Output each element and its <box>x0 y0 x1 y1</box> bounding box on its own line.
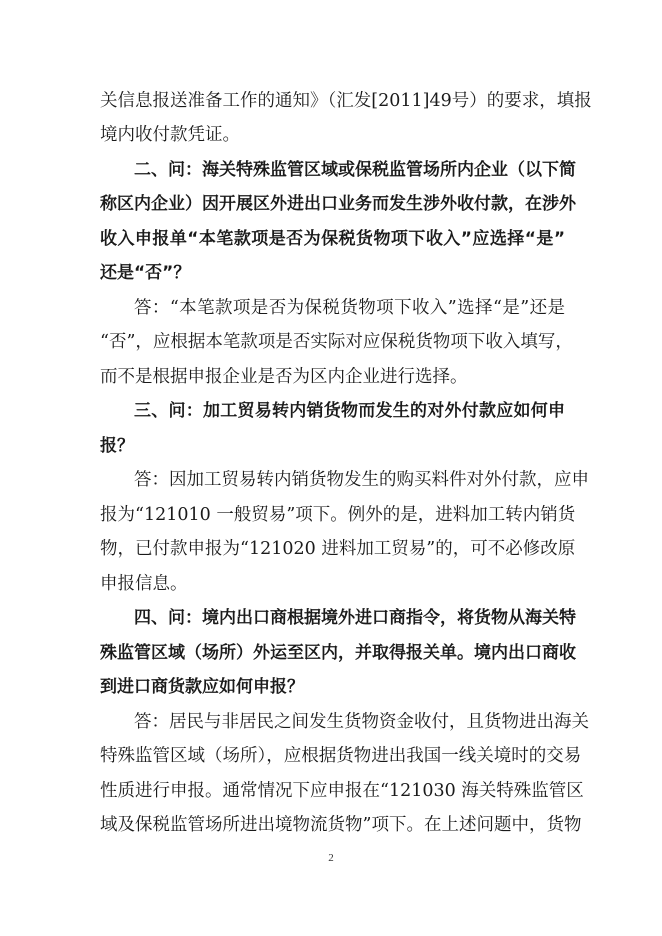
answer-line: 特殊监管区域（场所），应根据货物进出我国一线关境时的交易 <box>100 746 582 766</box>
question-heading-line: 二、问：海关特殊监管区域或保税监管场所内企业（以下简 <box>134 160 576 180</box>
answer-line: 申报信息。 <box>100 574 188 594</box>
answer-line: 物，已付款申报为“121020 进料加工贸易”的，可不必修改原 <box>100 539 576 559</box>
answer-line: “否”，应根据本笔款项是否实际对应保税货物项下收入填写， <box>100 332 573 352</box>
question-heading-line: 四、问：境内出口商根据境外进口商指令，将货物从海关特 <box>134 608 576 628</box>
answer-line: 报为“121010 一般贸易”项下。例外的是，进料加工转内销货 <box>100 505 576 525</box>
question-heading-line: 收入申报单“本笔款项是否为保税货物项下收入”应选择“是” <box>100 229 565 249</box>
answer-line: 而不是根据申报企业是否为区内企业进行选择。 <box>100 367 468 387</box>
answer-line: 答：因加工贸易转内销货物发生的购买料件对外付款，应申 <box>134 470 589 490</box>
answer-line: 性质进行申报。通常情况下应申报在“121030 海关特殊监管区 <box>100 781 584 801</box>
question-heading-line: 报？ <box>100 436 134 456</box>
question-heading-line: 殊监管区域（场所）外运至区内，并取得报关单。境内出口商收 <box>100 643 576 663</box>
answer-line: 答：“本笔款项是否为保税货物项下收入”选择“是”还是 <box>134 298 565 318</box>
question-heading-line: 称区内企业）因开展区外进出口业务而发生涉外收付款，在涉外 <box>100 194 576 214</box>
question-heading-line: 三、问：加工贸易转内销货物而发生的对外付款应如何申 <box>134 401 565 421</box>
question-heading-line: 还是“否”？ <box>100 263 191 283</box>
paragraph-line: 境内收付款凭证。 <box>100 125 240 145</box>
answer-line: 答：居民与非居民之间发生货物资金收付，且货物进出海关 <box>134 712 589 732</box>
paragraph-line: 关信息报送准备工作的通知》（汇发[2011]49号）的要求，填报 <box>100 91 592 111</box>
question-heading-line: 到进口商货款应如何申报？ <box>100 677 304 697</box>
answer-line: 域及保税监管场所进出境物流货物”项下。在上述问题中，货物 <box>100 815 582 835</box>
page-number: 2 <box>328 852 334 864</box>
